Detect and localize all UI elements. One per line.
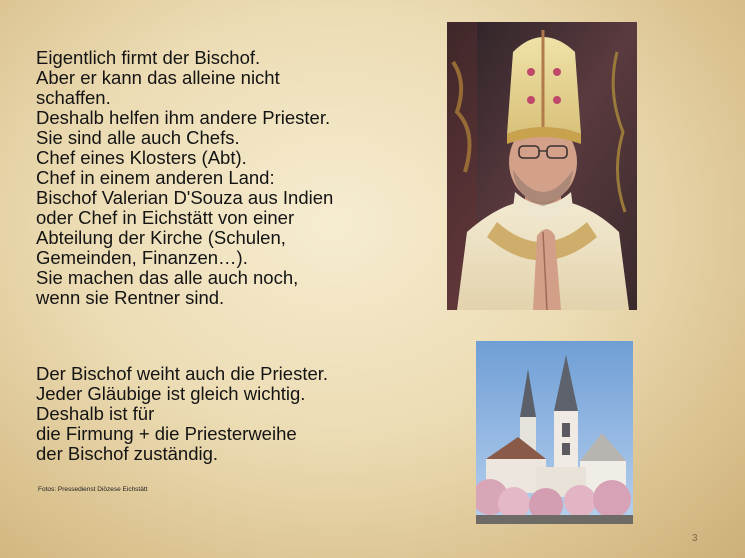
text-line: wenn sie Rentner sind. <box>36 287 225 308</box>
text-block-bishop <box>36 48 333 308</box>
text-line: Aber er kann das alleine nicht <box>36 67 280 88</box>
text-block-priests <box>36 364 328 464</box>
text-line: die Firmung + die Priesterweihe <box>36 423 297 444</box>
text-line: Sie machen das alle auch noch, <box>36 267 299 288</box>
text-line: Eigentlich firmt der Bischof. <box>36 47 261 68</box>
text-line: Jeder Gläubige ist gleich wichtig. <box>36 383 306 404</box>
text-line: oder Chef in Eichstätt von einer <box>36 207 295 228</box>
text-line: Bischof Valerian D'Souza aus Indien <box>36 187 334 208</box>
page-number: 3 <box>692 533 698 544</box>
text-line: Gemeinden, Finanzen…). <box>36 247 248 268</box>
text-line: Deshalb helfen ihm andere Priester. <box>36 107 331 128</box>
text-line: Sie sind alle auch Chefs. <box>36 127 240 148</box>
text-line: Deshalb ist für <box>36 403 155 424</box>
text-line: Abteilung der Kirche (Schulen, <box>36 227 286 248</box>
text-line: der Bischof zuständig. <box>36 443 219 464</box>
bishop-photo <box>447 22 637 310</box>
text-line: schaffen. <box>36 87 111 108</box>
text-line: Chef in einem anderen Land: <box>36 167 275 188</box>
text-line: Chef eines Klosters (Abt). <box>36 147 247 168</box>
text-line: Der Bischof weiht auch die Priester. <box>36 363 329 384</box>
cathedral-photo <box>476 341 633 524</box>
photo-credit: Fotos: Pressedienst Diözese Eichstätt <box>38 486 148 493</box>
